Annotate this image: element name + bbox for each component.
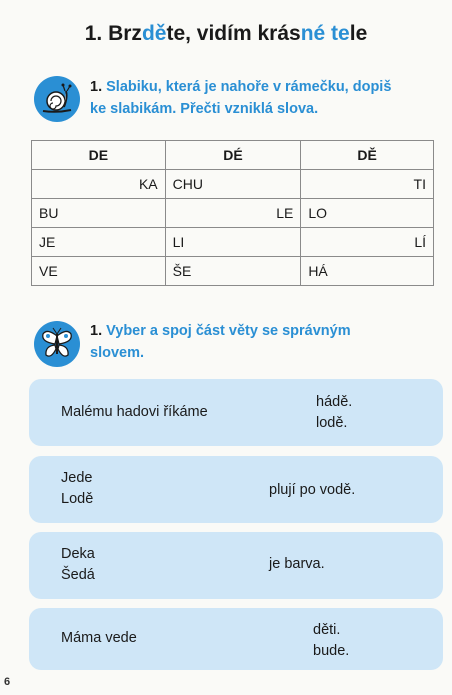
table-cell[interactable]: KA xyxy=(32,170,166,199)
word-option[interactable]: děti. xyxy=(313,622,341,638)
sentence-card xyxy=(29,456,443,523)
sentence-start[interactable]: Máma vede xyxy=(61,630,137,646)
sentence-start[interactable]: Lodě xyxy=(61,491,94,507)
page-number: 6 xyxy=(4,676,11,688)
table-cell[interactable]: LE xyxy=(165,199,301,228)
word-option[interactable]: bude. xyxy=(313,643,350,659)
table-cell[interactable]: LÍ xyxy=(301,228,434,257)
table-row xyxy=(32,170,434,199)
sentence-card xyxy=(29,532,443,599)
table-cell[interactable]: HÁ xyxy=(301,257,434,286)
butterfly-icon xyxy=(34,321,80,367)
task1-instruction: 1. Slabiku, která je nahoře v rámečku, dopiš ke slabikám. Přečti vzniklá slova. xyxy=(90,79,392,117)
table-row xyxy=(32,199,434,228)
sentence-card xyxy=(29,379,443,446)
sentence-start[interactable]: Malému hadovi říkáme xyxy=(61,404,208,420)
table-cell[interactable]: CHU xyxy=(165,170,301,199)
sentence-card xyxy=(29,608,443,670)
table-cell[interactable]: VE xyxy=(32,257,166,286)
task2-instruction: 1. Vyber a spoj část věty se správným slovem. xyxy=(90,323,351,361)
snail-icon xyxy=(34,76,80,122)
sentence-start[interactable]: Šedá xyxy=(61,567,95,583)
word-option[interactable]: plují po vodě. xyxy=(269,482,356,498)
table-cell[interactable]: ŠE xyxy=(165,257,301,286)
page-title: 1. Brzděte, vidím krásné tele xyxy=(84,22,368,45)
word-option[interactable]: lodě. xyxy=(316,415,348,431)
table-header: DĚ xyxy=(301,141,434,170)
word-option[interactable]: je barva. xyxy=(269,556,325,572)
table-row xyxy=(32,257,434,286)
table-cell[interactable]: TI xyxy=(301,170,434,199)
syllable-table xyxy=(31,140,434,286)
table-row xyxy=(32,228,434,257)
table-cell[interactable]: JE xyxy=(32,228,166,257)
sentence-start[interactable]: Jede xyxy=(61,470,93,486)
sentence-start[interactable]: Deka xyxy=(61,546,95,562)
table-header: DE xyxy=(32,141,166,170)
word-option[interactable]: hádě. xyxy=(316,394,353,410)
table-cell[interactable]: LI xyxy=(165,228,301,257)
table-header-row xyxy=(32,141,434,170)
table-cell[interactable]: LO xyxy=(301,199,434,228)
table-cell[interactable]: BU xyxy=(32,199,166,228)
table-header: DÉ xyxy=(165,141,301,170)
